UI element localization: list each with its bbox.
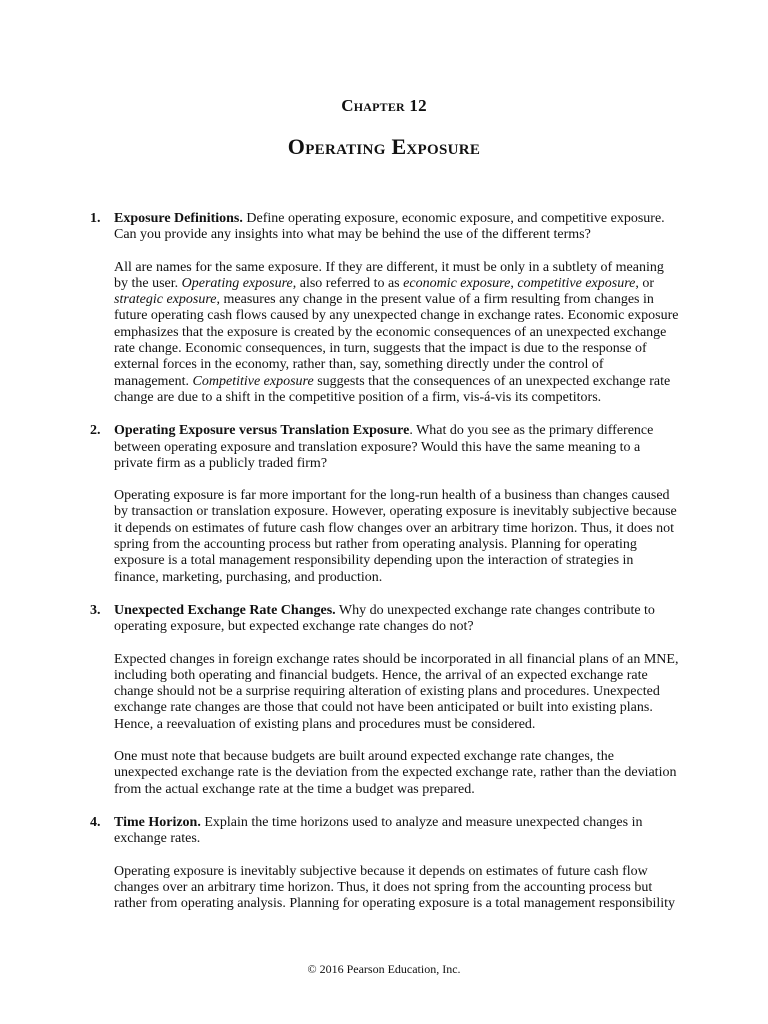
question-prompt <box>114 603 680 636</box>
question-prompt <box>114 815 680 848</box>
italic-term: economic exposure <box>403 275 511 291</box>
italic-term: Competitive exposure <box>192 373 314 389</box>
question-title: Unexpected Exchange Rate Changes. <box>114 602 336 618</box>
question-item <box>0 211 768 406</box>
question-body <box>114 211 680 406</box>
answer-text: suggests that the consequences of an unexpected exchange rate change are due to a shift in the competitive position of a firm, vis-á-vis its competitors. <box>114 373 671 405</box>
question-number: 2. <box>90 423 101 439</box>
question-text: . What do you see as the primary difference between operating exposure and translation exposure? Would this have the same meaning to a private firm as a publicly traded firm? <box>114 423 654 471</box>
question-text: Explain the time horizons used to analyze and measure unexpected changes in exchange rates. <box>114 814 643 847</box>
copyright-footer: © 2016 Pearson Education, Inc. <box>307 962 461 976</box>
question-body <box>114 423 680 586</box>
italic-term: competitive exposure <box>517 275 636 291</box>
answer-text: , <box>510 275 518 291</box>
question-body <box>114 815 680 912</box>
answer-text: One must note that because budgets are built around expected exchange rate changes, the unexpected exchange rate is the deviation from the expected exchange rate, rather than the deviation from the actual exchange rate at the time a budget was prepared. <box>114 749 677 797</box>
answer-text: , or <box>635 275 655 291</box>
question-list <box>0 211 768 929</box>
question-item <box>0 423 768 586</box>
answer-text: Operating exposure is far more important for the long-run health of a business than changes caused by transaction or translation exposure. However, operating exposure is inevitably subjective because it depends on estimates of future cash flow changes over an arbitrary time horizon. Thus, it does not spring from the accounting process but rather from operating analysis. Planning for operating exposure is a total management responsibility depending upon the interaction of strategies in finance, marketing, purchasing, and production. <box>114 488 677 585</box>
answer-text: Operating exposure is inevitably subjective because it depends on estimates of future cash flow changes over an arbitrary time horizon. Thus, it does not spring from the accounting process but rather from operating analysis. Planning for operating exposure is a total management responsibility <box>114 863 676 912</box>
italic-term: strategic exposure <box>114 292 217 308</box>
chapter-title: Operating Exposure <box>287 134 481 159</box>
question-title: Time Horizon. <box>114 814 201 830</box>
answer-paragraph <box>114 652 680 733</box>
answer-paragraph <box>114 864 680 913</box>
answer-text: , measures any change in the present value of a firm resulting from changes in future operating cash flows caused by any unexpected change in exchange rates. Economic exposure emphasizes that the exposure is created by the economic consequences of an unexpected exchange rate change. Economic consequences, in turn, suggests that the impact is due to the response of external forces in the economy, rather than, say, something directly under the control of management. <box>114 292 679 389</box>
italic-term: Operating exposure <box>181 275 293 291</box>
answer-paragraph <box>114 749 680 798</box>
question-number: 4. <box>90 814 101 830</box>
answer-text: Expected changes in foreign exchange rates should be incorporated in all financial plans of an MNE, including both operating and financial budgets. Hence, the arrival of an expected exchange rate change should not be a surprise requiring alteration of existing plans and procedures. Unexpected exchange rate changes are those that could not have been anticipated or built into existing plans. Hence, a reevaluation of existing plans and procedures must be considered. <box>114 651 679 732</box>
question-title: Operating Exposure versus Translation Exposure <box>114 423 410 439</box>
answer-paragraph <box>114 488 680 586</box>
question-item <box>0 815 768 912</box>
question-body <box>114 603 680 798</box>
question-number: 3. <box>90 602 101 618</box>
question-item <box>0 603 768 798</box>
question-prompt <box>114 423 680 472</box>
question-text: Define operating exposure, economic exposure, and competitive exposure. Can you provide any insights into what may be behind the use of the different terms? <box>114 211 665 243</box>
question-prompt <box>114 211 680 244</box>
answer-text: , also referred to as <box>292 275 404 291</box>
question-text: Why do unexpected exchange rate changes contribute to operating exposure, but expected exchange rate changes do not? <box>114 602 655 635</box>
question-title: Exposure Definitions. <box>114 211 243 226</box>
answer-paragraph <box>114 260 680 407</box>
question-number: 1. <box>90 211 101 226</box>
chapter-label: Chapter 12 <box>341 96 427 115</box>
answer-text: All are names for the same exposure. If they are different, it must be only in a subtlety of meaning by the user. <box>114 259 664 291</box>
